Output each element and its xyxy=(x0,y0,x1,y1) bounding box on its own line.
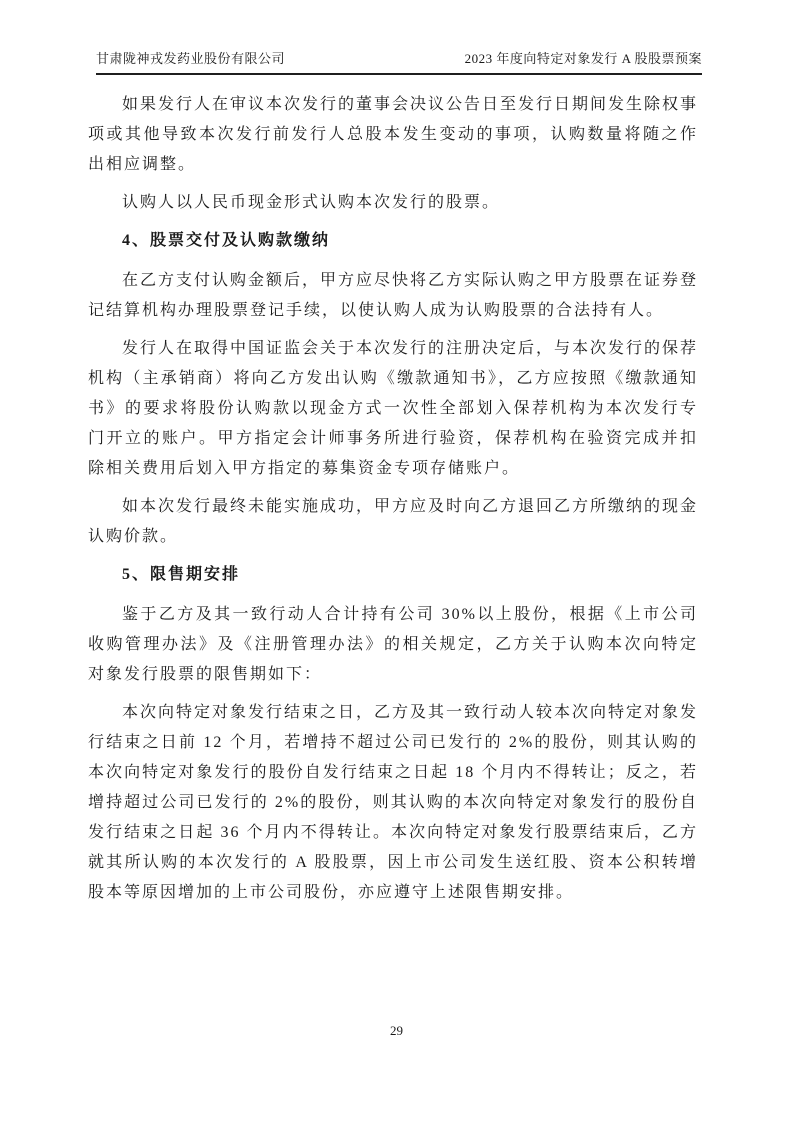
paragraph-lockup-basis: 鉴于乙方及其一致行动人合计持有公司 30%以上股份，根据《上市公司收购管理办法》及《注册管理办法》的相关规定，乙方关于认购本次向特定对象发行股票的限售期如下： xyxy=(88,606,698,683)
paragraph-lockup-terms: 本次向特定对象发行结束之日，乙方及其一致行动人较本次向特定对象发行结束之日前 12 个月，若增持不超过公司已发行的 2%的股份，则其认购的本次向特定对象发行的股份自发行结束之日起 18 个月内不得转让；反之，若增持超过公司已发行的 2%的股份，则其认购的本次向特定对象发行的股份自发行结束之日起 36 个月内不得转让。本次向特定对象发行股票结束后，乙方就其所认购的本次发行的 A 股股票，因上市公司发生送红股、资本公积转增股本等原因增加的上市公司股份，亦应遵守上述限售期安排。 xyxy=(88,704,699,901)
page-number: 29 xyxy=(390,1023,403,1038)
paragraph-refund-clause: 如本次发行最终未能实施成功，甲方应及时向乙方退回乙方所缴纳的现金认购价款。 xyxy=(88,498,699,545)
paragraph-cash-subscription: 认购人以人民币现金形式认购本次发行的股票。 xyxy=(122,194,501,211)
header-company-name: 甘肃陇神戎发药业股份有限公司 xyxy=(96,51,286,66)
paragraph-adjustment-clause: 如果发行人在审议本次发行的董事会决议公告日至发行日期间发生除权事项或其他导致本次发行前发行人总股本发生变动的事项，认购数量将随之作出相应调整。 xyxy=(88,96,699,173)
section-heading-5: 5、限售期安排 xyxy=(122,566,241,583)
page-header xyxy=(96,50,702,75)
section-heading-4: 4、股票交付及认购款缴纳 xyxy=(122,232,331,249)
header-doc-title: 2023 年度向特定对象发行 A 股股票预案 xyxy=(464,51,702,66)
document-body xyxy=(88,90,698,916)
paragraph-share-delivery: 在乙方支付认购金额后，甲方应尽快将乙方实际认购之甲方股票在证券登记结算机构办理股票登记手续，以使认购人成为认购股票的合法持有人。 xyxy=(88,272,699,319)
paragraph-payment-notice: 发行人在取得中国证监会关于本次发行的注册决定后，与本次发行的保荐机构（主承销商）将向乙方发出认购《缴款通知书》，乙方应按照《缴款通知书》的要求将股份认购款以现金方式一次性全部划入保荐机构为本次发行专门开立的账户。甲方指定会计师事务所进行验资，保荐机构在验资完成并扣除相关费用后划入甲方指定的募集资金专项存储账户。 xyxy=(88,340,699,477)
